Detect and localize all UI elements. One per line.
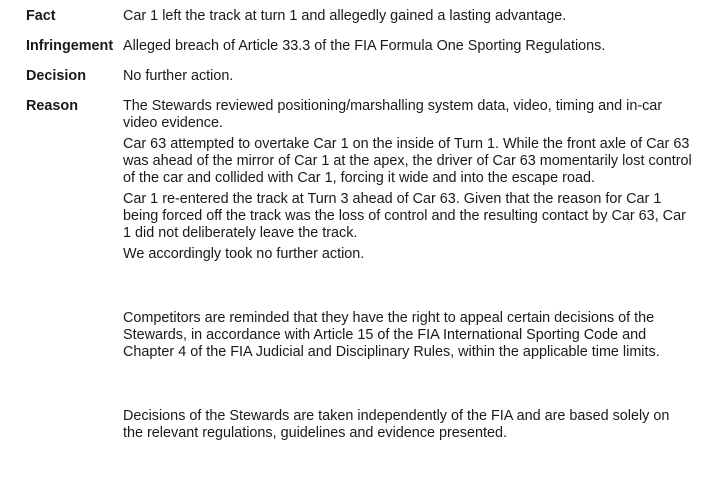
appeal-notice [123, 310, 692, 361]
reason-paragraph: The Stewards reviewed positioning/marshalling system data, video, timing and in-car video evidence. [123, 98, 663, 131]
decision-text: No further action. [123, 68, 234, 84]
infringement-text: Alleged breach of Article 33.3 of the FIA Formula One Sporting Regulations. [123, 38, 606, 54]
reason-body [123, 98, 692, 267]
appeal-notice-text: Competitors are reminded that they have the right to appeal certain decisions of the Stewards, in accordance with Article 15 of the FIA International Sporting Code and Chapter 4 of the FIA Judicial and Disciplinary Rules, within the applicable time limits. [123, 310, 660, 360]
reason-paragraph: Car 1 re-entered the track at Turn 3 ahead of Car 63. Given that the reason for Car 1 being forced off the track was the loss of control and the resulting contact by Car 63, Car 1 did not deliberately leave the track. [123, 191, 686, 241]
fact-text: Car 1 left the track at turn 1 and allegedly gained a lasting advantage. [123, 8, 567, 24]
infringement-label: Infringement [26, 38, 114, 54]
fact-label: Fact [26, 8, 56, 24]
reason-paragraph: Car 63 attempted to overtake Car 1 on the inside of Turn 1. While the front axle of Car 63 was ahead of the mirror of Car 1 at the apex, the driver of Car 63 momentarily lost control of the car and collided with Car 1, forcing it wide and into the escape road. [123, 136, 692, 186]
reason-paragraph: We accordingly took no further action. [123, 246, 365, 262]
independence-notice [123, 408, 692, 442]
reason-label: Reason [26, 98, 78, 114]
decision-label: Decision [26, 68, 86, 84]
independence-notice-text: Decisions of the Stewards are taken independently of the FIA and are based solely on the relevant regulations, guidelines and evidence presented. [123, 408, 670, 441]
